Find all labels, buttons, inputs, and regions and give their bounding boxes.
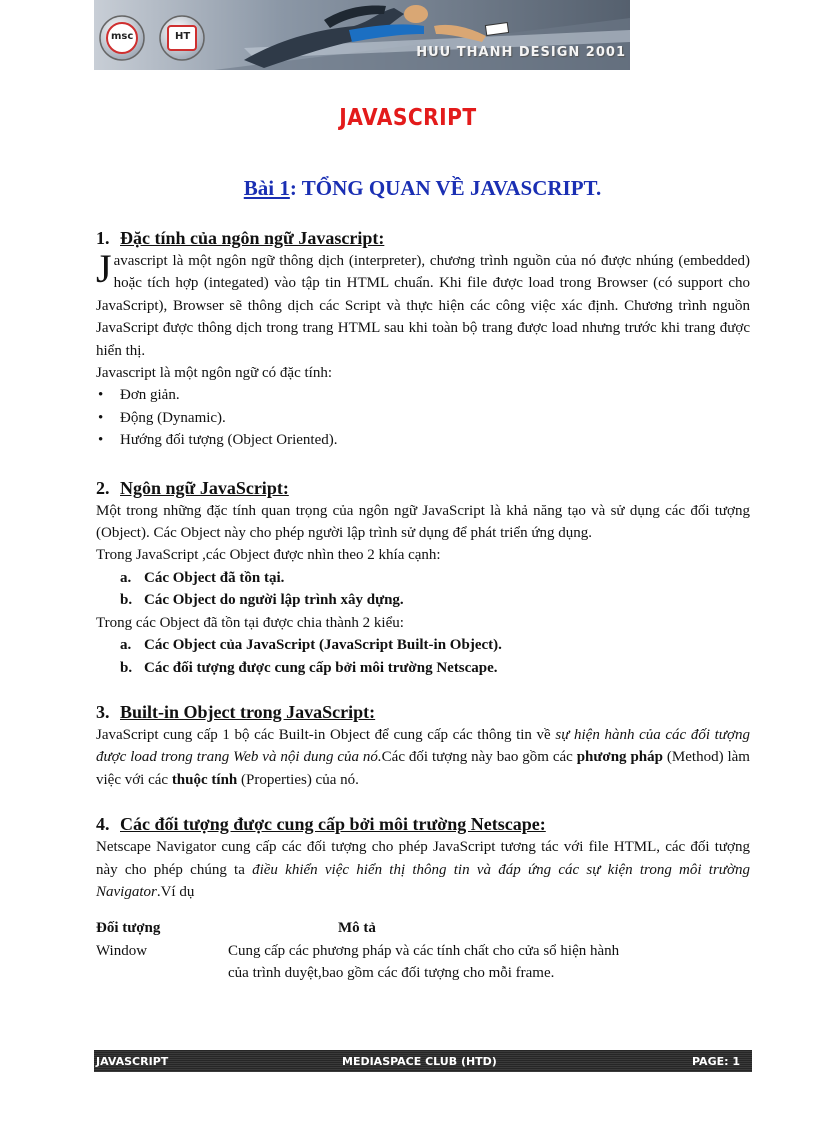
table-row	[96, 940, 750, 985]
section-2-paragraph-2: Trong JavaScript ,các Object được nhìn theo 2 khía cạnh:	[96, 547, 441, 564]
section-2-paragraph-3: Trong các Object đã tồn tại được chia thành 2 kiểu:	[96, 614, 404, 631]
bold-run: thuộc tính	[171, 771, 238, 788]
text-run: Các đối tượng này bao gồm các	[381, 749, 577, 766]
document-body	[96, 226, 750, 985]
lesson-title	[0, 176, 816, 201]
section-4-paragraph	[96, 836, 750, 903]
footer-left: JAVASCRIPT	[96, 1055, 169, 1068]
lesson-title-text: : TỔNG QUAN VỀ JAVASCRIPT.	[289, 176, 602, 200]
italic-run: sự hiện hành của các đối tượng được load trong trang Web và nội dung của nó.	[96, 726, 750, 766]
italic-run: điều khiển việc hiển thị thông tin và đáp ứng các sự kiện trong môi trường Navigator	[96, 861, 750, 900]
section-3-title: Built-in Object trong JavaScript:	[120, 701, 376, 722]
section-1-paragraph-1	[96, 246, 750, 362]
footer-center: MEDIASPACE CLUB (HTD)	[342, 1055, 497, 1068]
bold-run: phương pháp	[576, 749, 663, 766]
list-item: • Đơn giản.	[96, 384, 750, 406]
section-2-paragraph-1: Một trong những đặc tính quan trọng của ngôn ngữ JavaScript là khả năng tạo và sử dụng các đối tượng (Object). Các Object này cho phép người lập trình sử dụng để phát triển ứng dụng.	[96, 502, 750, 542]
footer-page-number: PAGE: 1	[692, 1055, 740, 1068]
section-1-text: avascript là một ngôn ngữ thông dịch (interpreter), chương trình nguồn của nó được nhúng (embedded) hoặc tích hợp (integated) vào tập tin HTML chuẩn. Khi file được load trong Browser (có support cho JavaScript), Browser sẽ thông dịch các Script và thực hiện các công việc xác định. Chương trình nguồn JavaScript được thông dịch trong trang HTML sau khi toàn bộ trang được load nhưng trước khi trang được hiển thị.	[96, 253, 750, 359]
table-cell-object: Window	[96, 942, 148, 959]
section-3-number: 3.	[96, 701, 110, 722]
list-item-text: Các Object của JavaScript (JavaScript Built-in Object).	[144, 637, 502, 654]
lesson-link[interactable]: Bài 1	[243, 176, 290, 200]
description-line: Cung cấp các phương pháp và các tính chất cho cửa sổ hiện hành	[228, 942, 620, 959]
text-run: JavaScript cung cấp 1 bộ các Built-in Object để cung cấp các thông tin về	[96, 726, 556, 743]
section-1-paragraph-2: Javascript là một ngôn ngữ có đặc tính:	[96, 365, 332, 382]
section-1-heading	[96, 226, 750, 250]
section-1-title: Đặc tính của ngôn ngữ Javascript:	[120, 228, 385, 248]
section-3-paragraph	[96, 724, 750, 791]
list-item: • Hướng đối tượng (Object Oriented).	[96, 429, 750, 451]
page-footer	[94, 1050, 752, 1072]
list-item	[120, 589, 750, 611]
feature-list	[96, 384, 750, 451]
list-marker: a.	[120, 569, 132, 586]
list-item	[120, 567, 750, 589]
table-header-description: Mô tả	[338, 920, 376, 937]
table-header-object: Đối tượng	[96, 920, 161, 937]
list-item	[120, 657, 750, 679]
list-marker: b.	[120, 659, 133, 676]
list-item-text: Các Object do người lập trình xây dựng.	[144, 592, 404, 609]
banner-designer-text: HUU THANH DESIGN 2001	[416, 45, 626, 60]
object-type-list	[96, 634, 750, 679]
table-header	[96, 917, 750, 939]
list-item-text: Các Object đã tồn tại.	[144, 569, 285, 586]
section-1-number: 1.	[96, 228, 110, 248]
badge-ht-label: HT	[175, 31, 191, 42]
text-run: (Properties) của nó.	[237, 771, 359, 788]
text-run: (Method) làm việc với các	[96, 749, 750, 788]
object-aspect-list	[96, 567, 750, 612]
text-run: .Ví dụ	[156, 883, 195, 900]
section-4-heading	[96, 812, 750, 836]
section-3-heading	[96, 700, 750, 724]
description-line: của trình duyệt,bao gồm các đối tượng cho mỗi frame.	[228, 965, 555, 982]
section-4-title: Các đối tượng được cung cấp bởi môi trường Netscape:	[120, 814, 546, 835]
table-cell-description	[228, 940, 750, 985]
list-marker: a.	[120, 637, 132, 654]
document-title: JAVASCRIPT	[339, 105, 477, 131]
list-marker: b.	[120, 592, 133, 609]
header-banner	[94, 0, 630, 70]
section-4-number: 4.	[96, 814, 110, 835]
drop-cap: J	[96, 246, 112, 291]
section-2-title: Ngôn ngữ JavaScript:	[120, 477, 289, 498]
section-2-number: 2.	[96, 477, 110, 498]
text-run: Netscape Navigator cung cấp các đối tượng cho phép JavaScript tương tác với file HTML, các đối tượng này cho phép chúng ta	[96, 839, 750, 878]
section-2-heading	[96, 476, 750, 500]
list-item	[120, 634, 750, 656]
object-table	[96, 917, 750, 984]
badge-msc-label: msc	[111, 31, 134, 42]
list-item: • Động (Dynamic).	[96, 407, 750, 429]
list-item-text: Các đối tượng được cung cấp bởi môi trường Netscape.	[144, 659, 498, 676]
